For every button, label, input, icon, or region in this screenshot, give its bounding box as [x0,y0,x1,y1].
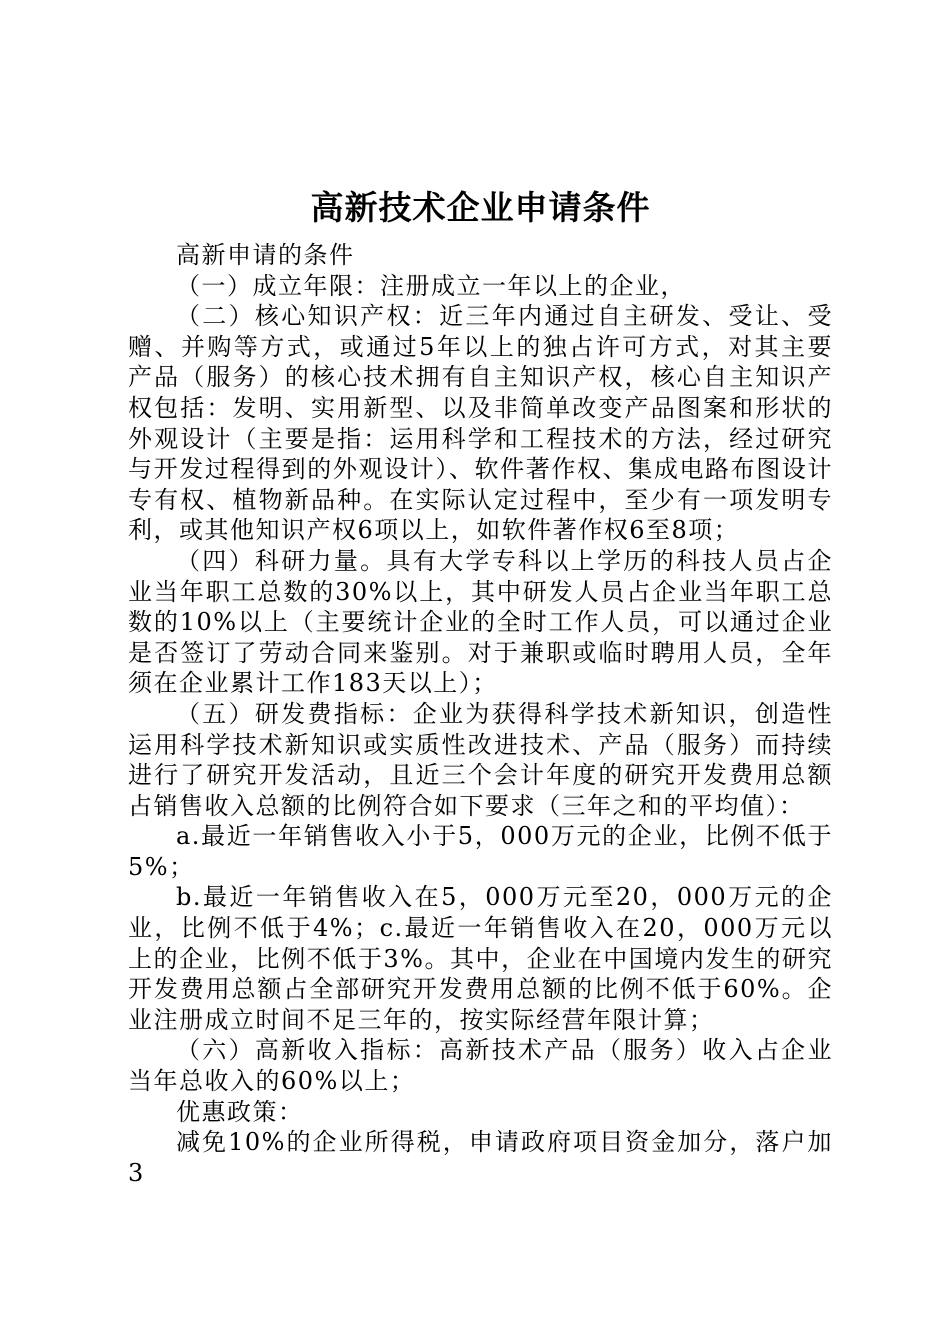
paragraph-research-staff: （四）科研力量。具有大学专科以上学历的科技人员占企业当年职工总数的30%以上，其中研发人员占企业当年职工总数的10%以上（主要统计企业的全时工作人员，可以通过企业是否签订了劳动合同来鉴别。对于兼职或临时聘用人员，全年须在企业累计工作183天以上）； [128,546,833,698]
paragraph-rd-ratio-a: a.最近一年销售收入小于5，000万元的企业，比例不低于5%； [128,822,833,881]
document-title: 高新技术企业申请条件 [310,188,651,227]
paragraph-preferential-policy-heading: 优惠政策： [176,1097,304,1126]
paragraph-preferential-policy: 减免10%的企业所得税，申请政府项目资金加分，落户加3 [128,1128,833,1187]
paragraph-rd-expense: （五）研发费指标：企业为获得科学技术新知识，创造性运用科学技术新知识或实质性改进技术、产品（服务）而持续进行了研究开发活动，且近三个会计年度的研究开发费用总额占销售收入总额的比例符合如下要求（三年之和的平均值）： [128,699,833,820]
paragraph-conditions-heading: 高新申请的条件 [176,241,355,269]
paragraph-rd-ratio-b-c: b.最近一年销售收入在5，000万元至20，000万元的企业，比例不低于4%；c.最近一年销售收入在20，000万元以上的企业，比例不低于3%。其中，企业在中国境内发生的研究开发费用总额占全部研究开发费用总额的比例不低于60%。企业注册成立时间不足三年的，按实际经营年限计算； [128,883,833,1034]
document-page [128,178,833,1188]
paragraph-core-ip: （二）核心知识产权：近三年内通过自主研发、受让、受赠、并购等方式，或通过5年以上的独占许可方式，对其主要产品（服务）的核心技术拥有自主知识产权，核心自主知识产权包括：发明、实用新型、以及非简单改变产品图案和形状的外观设计（主要是指：运用科学和工程技术的方法，经过研究与开发过程得到的外观设计）、软件著作权、集成电路布图设计专有权、植物新品种。在实际认定过程中，至少有一项发明专利，或其他知识产权6项以上，如软件著作权6至8项； [128,302,833,545]
paragraph-high-tech-income: （六）高新收入指标：高新技术产品（服务）收入占企业当年总收入的60%以上； [128,1036,833,1096]
paragraph-establishment-period: （一）成立年限：注册成立一年以上的企业， [176,271,686,300]
